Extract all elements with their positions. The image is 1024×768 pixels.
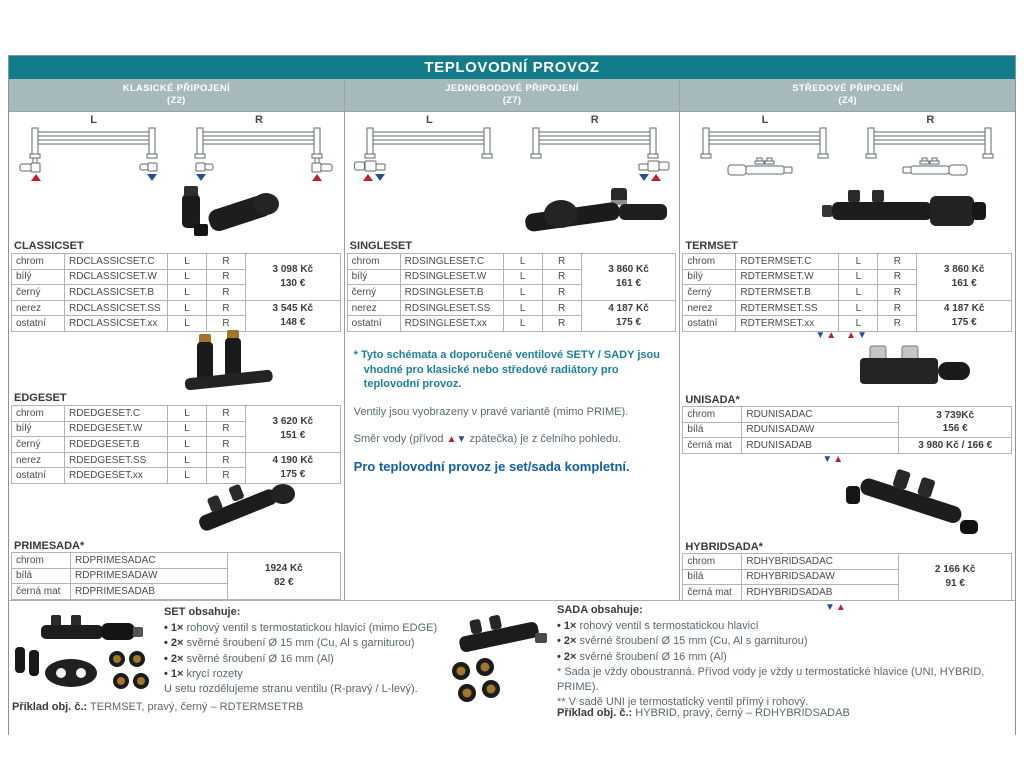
finish-cell: ostatní xyxy=(12,316,65,332)
variant-l-cell: L xyxy=(839,316,878,332)
product-set-name: HYBRIDSADA* xyxy=(685,541,763,553)
classicset-photo xyxy=(124,184,284,240)
finish-cell: nerez xyxy=(683,300,736,316)
bottom-section xyxy=(9,600,1015,737)
example-text: TERMSET, pravý, černý – RDTERMSETRB xyxy=(87,701,304,713)
variant-l-cell: L xyxy=(503,269,542,285)
code-cell: RDEDGESET.C xyxy=(65,406,168,422)
example-text: HYBRID, pravý, černý – RDHYBRIDSADAB xyxy=(632,707,850,719)
price-cell: 3 980 Kč / 166 € xyxy=(899,438,1012,454)
code-cell: RDHYBRIDSADAB xyxy=(742,585,899,601)
sada-example-line xyxy=(557,707,850,719)
variant-l-label: L xyxy=(425,114,433,126)
contents-item: • 1× rohový ventil s termostatickou hlavicí xyxy=(557,620,759,633)
variant-r-label: R xyxy=(590,114,599,126)
sada-footnote-2: ** V sadě UNI je termostatický ventil přímý i rohový. xyxy=(557,696,809,709)
note-flow-direction xyxy=(354,432,672,446)
product-row xyxy=(347,300,676,316)
code-cell: RDSINGLESET.B xyxy=(400,285,503,301)
z2-left-variant xyxy=(11,114,176,184)
finish-cell: nerez xyxy=(12,300,65,316)
product-row xyxy=(12,254,341,270)
code-cell: RDTERMSET.C xyxy=(736,254,839,270)
price-cell: 3 739Kč 156 € xyxy=(899,407,1012,438)
variant-l-cell: L xyxy=(168,269,207,285)
variant-r-label: R xyxy=(926,114,935,126)
variant-r-cell: R xyxy=(878,300,917,316)
variant-r-cell: R xyxy=(542,316,581,332)
column-body-singlepoint xyxy=(345,112,680,600)
sada-contents-block xyxy=(557,603,1013,710)
set-contents-footnote: U setu rozdělujeme stranu ventilu (R-pravý / L-levý). xyxy=(164,682,418,695)
column-header-code: (Z7) xyxy=(502,95,522,106)
variant-r-cell: R xyxy=(207,468,246,484)
finish-cell: ostatní xyxy=(347,316,400,332)
finish-cell: ostatní xyxy=(12,468,65,484)
flow-up-icon: ▲ xyxy=(446,433,457,445)
finish-cell: bílý xyxy=(12,421,65,437)
code-cell: RDPRIMESADAW xyxy=(71,568,228,584)
code-cell: RDCLASSICSET.C xyxy=(65,254,168,270)
product-table xyxy=(347,253,677,332)
price-cell: 3 860 Kč 161 € xyxy=(581,254,676,301)
price-cell: 3 860 Kč 161 € xyxy=(917,254,1012,301)
finish-cell: nerez xyxy=(12,452,65,468)
finish-cell: černá mat xyxy=(12,584,71,600)
variant-l-cell: L xyxy=(839,269,878,285)
product-table xyxy=(11,405,341,484)
code-cell: RDCLASSICSET.W xyxy=(65,269,168,285)
sada-contents-photo xyxy=(429,609,569,709)
radiator-diagram-z7-l-icon xyxy=(354,127,504,183)
hybridsada-photo xyxy=(838,464,988,538)
finish-cell: bílý xyxy=(347,269,400,285)
variant-r-cell: R xyxy=(207,452,246,468)
flow-up-icon: ▲ xyxy=(846,330,857,341)
variant-l-cell: L xyxy=(168,300,207,316)
product-row xyxy=(12,452,341,468)
radiator-diagram-z4-l-icon xyxy=(690,127,840,183)
flow-down-icon: ▼ xyxy=(857,330,867,341)
page-title: TEPLOVODNÍ PROVOZ xyxy=(9,56,1015,79)
variant-r-cell: R xyxy=(878,269,917,285)
variant-l-label: L xyxy=(761,114,769,126)
flow-up-icon: ▲ xyxy=(826,330,837,341)
code-cell: RDPRIMESADAC xyxy=(71,553,228,569)
price-cell: 3 545 Kč 148 € xyxy=(246,300,341,331)
finish-cell: nerez xyxy=(347,300,400,316)
flow-down-icon: ▼ xyxy=(815,330,826,341)
finish-cell: chrom xyxy=(347,254,400,270)
finish-cell: černý xyxy=(683,285,736,301)
z2-diagram xyxy=(11,114,342,184)
radiator-diagram-z2-r-icon xyxy=(184,127,334,183)
code-cell: RDSINGLESET.xx xyxy=(400,316,503,332)
price-cell: 3 098 Kč 130 € xyxy=(246,254,341,301)
product-table xyxy=(11,253,341,332)
variant-r-cell: R xyxy=(207,437,246,453)
finish-cell: bílá xyxy=(683,422,742,438)
variant-r-cell: R xyxy=(207,269,246,285)
note-flow-pre: Směr vody (přívod xyxy=(353,432,447,445)
code-cell: RDCLASSICSET.xx xyxy=(65,316,168,332)
z4-right-variant xyxy=(848,114,1013,184)
unisada-table xyxy=(682,406,1012,454)
example-label: Příklad obj. č.: xyxy=(12,701,88,713)
flow-up-icon: ▲ xyxy=(835,602,846,613)
z7-diagram xyxy=(347,114,678,184)
radiator-diagram-z2-l-icon xyxy=(19,127,169,183)
price-cell: 4 187 Kč 175 € xyxy=(581,300,676,331)
column-central-connection xyxy=(680,79,1015,600)
product-table xyxy=(682,553,1012,601)
column-header-central xyxy=(680,79,1015,112)
z4-diagram xyxy=(682,114,1013,184)
finish-cell: chrom xyxy=(683,554,742,570)
code-cell: RDUNISADAW xyxy=(742,422,899,438)
product-set-name: CLASSICSET xyxy=(14,240,84,252)
finish-cell: chrom xyxy=(683,254,736,270)
variant-r-label: R xyxy=(255,114,263,126)
price-cell: 3 620 Kč 151 € xyxy=(246,406,341,453)
singleset-table xyxy=(347,253,677,332)
code-cell: RDUNISADAC xyxy=(742,407,899,423)
product-row xyxy=(12,553,341,569)
variant-r-cell: R xyxy=(878,316,917,332)
product-table xyxy=(11,552,341,600)
contents-item: • 1× krycí rozety xyxy=(164,667,243,680)
code-cell: RDHYBRIDSADAC xyxy=(742,554,899,570)
variant-l-cell: L xyxy=(168,468,207,484)
column-body-central xyxy=(680,112,1015,600)
contents-item: • 2× svěrné šroubení Ø 16 mm (Al) xyxy=(557,650,727,663)
z7-left-variant xyxy=(347,114,512,184)
column-header-classic xyxy=(9,79,344,112)
variant-l-cell: L xyxy=(168,406,207,422)
code-cell: RDEDGESET.W xyxy=(65,421,168,437)
code-cell: RDSINGLESET.SS xyxy=(400,300,503,316)
termset-photo xyxy=(820,188,990,240)
set-contents-block xyxy=(164,605,452,697)
code-cell: RDTERMSET.SS xyxy=(736,300,839,316)
variant-l-cell: L xyxy=(503,300,542,316)
contents-item: • 1× rohový ventil s termostatickou hlavicí (mimo EDGE) xyxy=(164,622,438,635)
column-header-singlepoint xyxy=(345,79,680,112)
variant-l-cell: L xyxy=(839,300,878,316)
finish-cell: chrom xyxy=(683,407,742,423)
primesada-photo xyxy=(179,478,304,538)
notes-block xyxy=(354,348,672,474)
price-cell: 2 166 Kč 91 € xyxy=(899,554,1012,601)
sada-contents-heading: SADA obsahuje: xyxy=(557,604,643,616)
variant-r-cell: R xyxy=(207,300,246,316)
finish-cell: černá mat xyxy=(683,438,742,454)
variant-r-cell: R xyxy=(207,406,246,422)
variant-r-cell: R xyxy=(878,254,917,270)
product-table xyxy=(682,253,1012,332)
code-cell: RDEDGESET.xx xyxy=(65,468,168,484)
code-cell: RDSINGLESET.W xyxy=(400,269,503,285)
finish-cell: černý xyxy=(12,285,65,301)
code-cell: RDSINGLESET.C xyxy=(400,254,503,270)
note-flow-post: zpátečka) je z čelního pohledu. xyxy=(466,432,622,445)
price-cell: 1924 Kč 82 € xyxy=(228,553,341,600)
variant-l-label: L xyxy=(90,114,98,126)
price-sheet xyxy=(8,55,1016,735)
product-set-name: EDGESET xyxy=(14,392,67,404)
sada-footnote-1: * Sada je vždy oboustranná. Přívod vody je vždy u termostatické hlavice (UNI, HYBRID, PRIME). xyxy=(557,665,985,693)
column-classic-connection xyxy=(9,79,345,600)
set-contents-list xyxy=(164,621,452,682)
code-cell: RDCLASSICSET.B xyxy=(65,285,168,301)
radiator-diagram-z4-r-icon xyxy=(855,127,1005,183)
product-row xyxy=(683,407,1012,423)
finish-cell: bílý xyxy=(683,269,736,285)
product-table xyxy=(682,406,1012,454)
finish-cell: ostatní xyxy=(683,316,736,332)
variant-r-cell: R xyxy=(207,285,246,301)
variant-r-cell: R xyxy=(542,300,581,316)
z4-left-variant xyxy=(682,114,847,184)
product-row xyxy=(683,254,1012,270)
product-row xyxy=(12,406,341,422)
flow-down-icon: ▼ xyxy=(456,433,467,445)
edgeset-table xyxy=(11,405,341,484)
code-cell: RDEDGESET.SS xyxy=(65,452,168,468)
columns-row xyxy=(9,79,1015,600)
product-row xyxy=(347,254,676,270)
finish-cell: černá mat xyxy=(683,585,742,601)
variant-l-cell: L xyxy=(168,254,207,270)
variant-l-cell: L xyxy=(503,254,542,270)
variant-r-cell: R xyxy=(207,316,246,332)
flow-up-icon: ▲ xyxy=(833,454,844,465)
note-sets-suitability: * Tyto schémata a doporučené ventilové SETY / SADY jsou vhodné pro klasické nebo středové radiátory pro teplovodní provoz. xyxy=(353,349,660,391)
finish-cell: chrom xyxy=(12,406,65,422)
variant-r-cell: R xyxy=(207,421,246,437)
variant-l-cell: L xyxy=(503,316,542,332)
code-cell: RDTERMSET.B xyxy=(736,285,839,301)
contents-item: • 2× svěrné šroubení Ø 15 mm (Cu, Al s garniturou) xyxy=(164,637,415,650)
product-row xyxy=(683,300,1012,316)
variant-r-cell: R xyxy=(542,254,581,270)
code-cell: RDEDGESET.B xyxy=(65,437,168,453)
finish-cell: černý xyxy=(347,285,400,301)
price-cell: 4 187 Kč 175 € xyxy=(917,300,1012,331)
variant-l-cell: L xyxy=(503,285,542,301)
finish-cell: bílý xyxy=(12,269,65,285)
contents-item: • 2× svěrné šroubení Ø 16 mm (Al) xyxy=(164,652,334,665)
note-complete-set: Pro teplovodní provoz je set/sada kompletní. xyxy=(353,459,630,475)
product-set-name: TERMSET xyxy=(685,240,738,252)
code-cell: RDCLASSICSET.SS xyxy=(65,300,168,316)
price-cell: 4 190 Kč 175 € xyxy=(246,452,341,483)
note-valve-variant: Ventily jsou vyobrazeny v pravé variantě (mimo PRIME). xyxy=(353,405,629,418)
classicset-table xyxy=(11,253,341,332)
finish-cell: bílá xyxy=(683,569,742,585)
flow-down-icon: ▼ xyxy=(822,454,833,465)
primesada-table xyxy=(11,552,341,600)
example-label: Příklad obj. č.: xyxy=(557,707,633,719)
code-cell: RDPRIMESADAB xyxy=(71,584,228,600)
variant-r-cell: R xyxy=(542,285,581,301)
hybridsada-table xyxy=(682,553,1012,601)
finish-cell: černý xyxy=(12,437,65,453)
code-cell: RDHYBRIDSADAW xyxy=(742,569,899,585)
variant-l-cell: L xyxy=(839,285,878,301)
termset-table xyxy=(682,253,1012,332)
finish-cell: chrom xyxy=(12,254,65,270)
column-header-name: STŘEDOVÉ PŘIPOJENÍ xyxy=(792,83,904,95)
z2-right-variant xyxy=(176,114,341,184)
radiator-diagram-z7-r-icon xyxy=(520,127,670,183)
column-header-code: (Z2) xyxy=(167,95,186,106)
product-set-name: UNISADA* xyxy=(685,394,740,406)
sada-contents-list xyxy=(557,619,1013,665)
code-cell: RDTERMSET.xx xyxy=(736,316,839,332)
variant-l-cell: L xyxy=(168,316,207,332)
variant-l-cell: L xyxy=(168,285,207,301)
variant-l-cell: L xyxy=(168,421,207,437)
flow-down-icon: ▼ xyxy=(825,602,835,613)
column-header-name: JEDNOBODOVÉ PŘIPOJENÍ xyxy=(445,83,579,95)
variant-l-cell: L xyxy=(839,254,878,270)
finish-cell: bílá xyxy=(12,568,71,584)
product-set-name: PRIMESADA* xyxy=(14,540,85,552)
column-body-classic xyxy=(9,112,344,600)
set-example-line xyxy=(12,701,303,713)
code-cell: RDUNISADAB xyxy=(742,438,899,454)
product-row xyxy=(683,438,1012,454)
unisada-photo xyxy=(854,340,974,394)
edgeset-photo xyxy=(169,328,284,390)
column-singlepoint-connection xyxy=(345,79,681,600)
variant-l-cell: L xyxy=(168,452,207,468)
product-row xyxy=(12,300,341,316)
set-contents-heading: SET obsahuje: xyxy=(164,606,241,618)
contents-item: • 2× svěrné šroubení Ø 15 mm (Cu, Al s garniturou) xyxy=(557,635,808,648)
variant-r-cell: R xyxy=(878,285,917,301)
variant-r-cell: R xyxy=(542,269,581,285)
finish-cell: chrom xyxy=(12,553,71,569)
column-header-code: (Z4) xyxy=(838,95,857,106)
variant-r-cell: R xyxy=(207,254,246,270)
product-set-name: SINGLESET xyxy=(349,240,413,252)
code-cell: RDTERMSET.W xyxy=(736,269,839,285)
column-header-name: KLASICKÉ PŘIPOJENÍ xyxy=(122,83,230,95)
set-contents-photo xyxy=(13,607,163,699)
variant-l-cell: L xyxy=(168,437,207,453)
z7-right-variant xyxy=(512,114,677,184)
product-row xyxy=(683,554,1012,570)
singleset-photo xyxy=(515,186,675,240)
